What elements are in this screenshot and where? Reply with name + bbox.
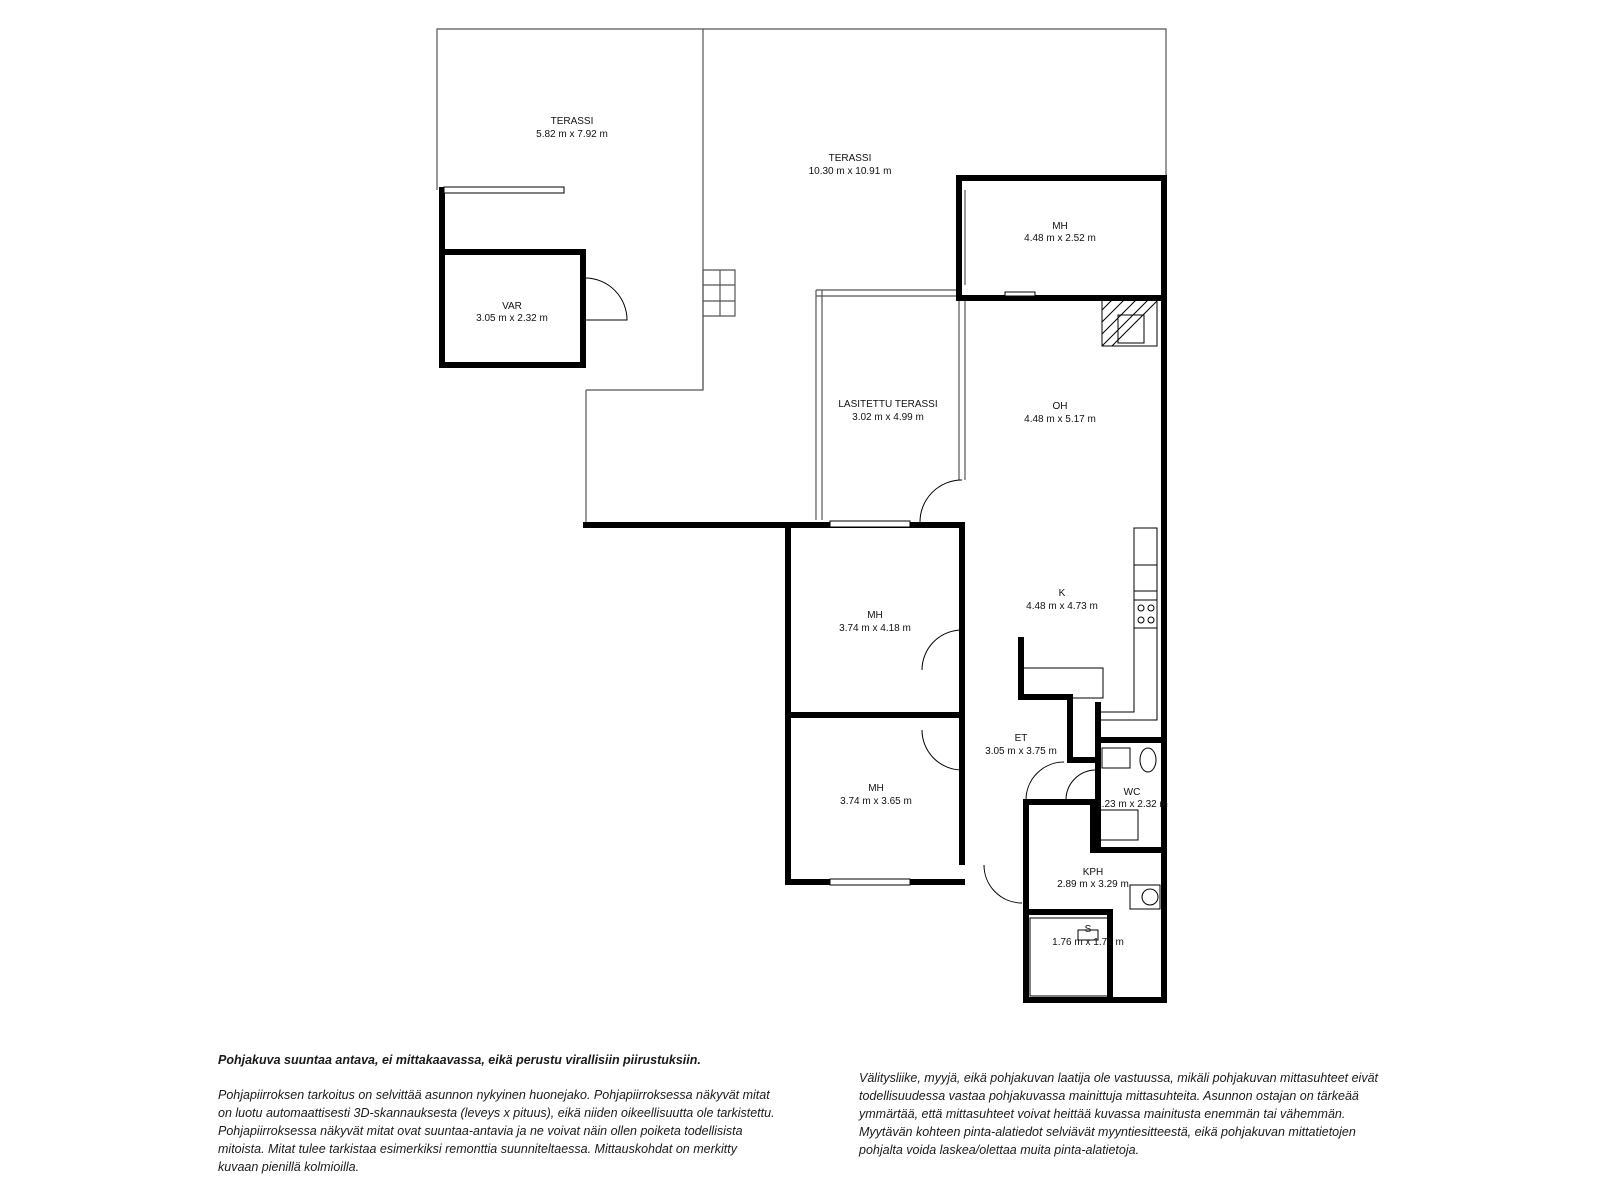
room-name: LASITETTU TERASSI — [838, 399, 938, 410]
room-name: TERASSI — [550, 116, 594, 127]
room-size: 3.05 m x 3.75 m — [985, 746, 1057, 757]
disclaimer-right-paragraph: Välitysliike, myyjä, eikä pohjakuvan laatija ole vastuussa, mikäli pohjakuvan mittasuhteet eivät todellisuudessa vastaa pohjakuvassa mainittuja mittasuhteita. Asunnon ostajan on tärkeää ymmärtää, että mittasuhteet voivat heittää kuvassa mainitusta enemmän tai vähemmän. Myytävän kohteen pinta-alatiedot selviävät myyntiesitteestä, eikä pohjakuvan mittatietojen pohjalta voida laskea/olettaa muita pinta-alatietoja. — [859, 1071, 1379, 1157]
room-labels — [476, 116, 1168, 948]
room-name: MH — [1052, 221, 1068, 232]
kitchen-counters — [1021, 528, 1157, 720]
room-name: S — [1084, 924, 1092, 935]
room-name: WC — [1123, 787, 1141, 798]
room-size: 2.89 m x 3.29 m — [1057, 879, 1129, 890]
room-name: VAR — [502, 301, 522, 312]
disclaimer-heading: Pohjakuva suuntaa antava, ei mittakaavassa, eikä perustu virallisiin piirustuksiin. — [218, 1053, 701, 1067]
terrace-outlines — [437, 29, 1166, 523]
room-size: 3.74 m x 3.65 m — [840, 796, 912, 807]
room-size: 5.82 m x 7.92 m — [536, 129, 608, 140]
doors-windows — [444, 187, 1096, 903]
room-size: 3.74 m x 4.18 m — [839, 623, 911, 634]
room-size: 3.05 m x 2.32 m — [476, 313, 548, 324]
room-name: OH — [1052, 401, 1068, 412]
room-size: 1.76 m x 1.71 m — [1052, 937, 1124, 948]
room-name: ET — [1014, 733, 1028, 744]
disclaimer-right — [859, 1069, 1379, 1176]
walls — [442, 178, 1164, 1000]
room-name: KPH — [1082, 867, 1104, 878]
room-size: 4.48 m x 5.17 m — [1024, 414, 1096, 425]
room-name: K — [1058, 588, 1066, 599]
room-name: MH — [867, 610, 883, 621]
disclaimer-left-paragraph: Pohjapiirroksen tarkoitus on selvittää asunnon nykyinen huonejako. Pohjapiirroksessa näkyvät mitat on luotu automaattisesti 3D-skannauksesta (leveys x pituus), eikä niiden oikeellisuutta ole tarkistettu. Pohjapiirroksessa näkyvät mitat ovat suuntaa-antavia ja ne voivat näin ollen poiketa todellisista mitoista. Mitat tulee tarkistaa esimerkiksi remonttia suunniteltaessa. Mittauskohdat on merkitty kuvaan pienillä kolmioilla. — [218, 1088, 775, 1174]
fireplace — [1102, 298, 1157, 346]
room-size: 10.30 m x 10.91 m — [808, 166, 892, 177]
room-name: MH — [868, 783, 884, 794]
room-size: 4.48 m x 4.73 m — [1026, 601, 1098, 612]
room-size: 4.48 m x 2.52 m — [1024, 233, 1096, 244]
room-name: TERASSI — [828, 153, 872, 164]
disclaimer-left — [218, 1051, 778, 1193]
room-size: 3.02 m x 4.99 m — [852, 412, 924, 423]
room-size: 1.23 m x 2.32 m — [1096, 799, 1168, 810]
